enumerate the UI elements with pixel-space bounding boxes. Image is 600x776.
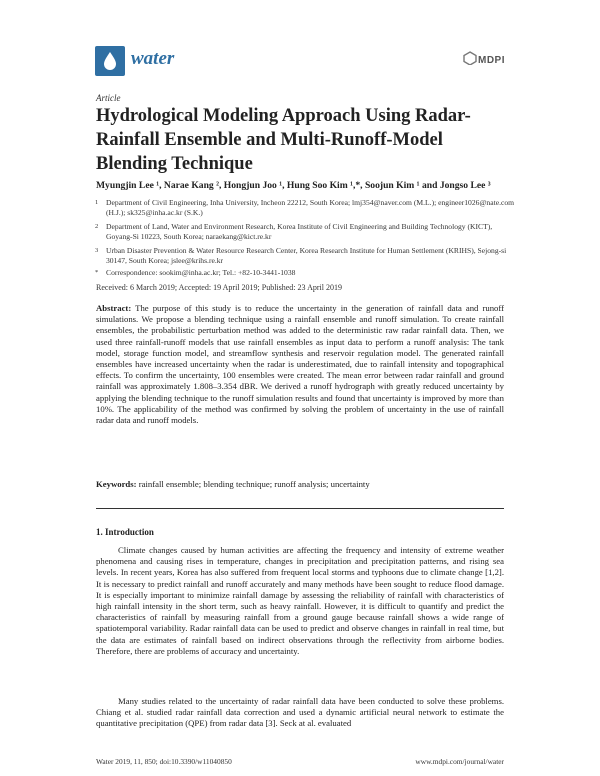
publication-dates: Received: 6 March 2019; Accepted: 19 April 2019; Published: 23 April 2019	[96, 283, 342, 292]
intro-paragraph-2: Many studies related to the uncertainty of radar rainfall data have been conducted to solve these problems. Chiang et al. studied radar rainfall data correction and used a dynamic artificial neural network to estimate the quantitative precipitation (QPE) from radar data [3]. Seck at al. evaluated	[96, 696, 504, 729]
affiliation-number: 3	[95, 247, 99, 254]
affiliation-number: 1	[95, 199, 99, 206]
publisher-name: MDPI	[478, 55, 505, 66]
affiliation-3	[95, 246, 516, 267]
affiliation-number: *	[95, 269, 99, 276]
author-list: Myungjin Lee ¹, Narae Kang ², Hongjun Joo ¹, Hung Soo Kim ¹,*, Soojun Kim ¹ and Jongso Lee ³	[96, 180, 491, 191]
section-divider	[96, 508, 504, 509]
journal-logo	[95, 46, 125, 76]
journal-name: water	[131, 48, 175, 69]
keywords	[96, 479, 504, 490]
keywords-label: Keywords:	[96, 479, 137, 489]
affiliation-2	[95, 222, 516, 243]
intro-paragraph-1: Climate changes caused by human activities are affecting the frequency and intensity of extreme weather phenomena and causing rises in temperature, changes in precipitation and precipitation patterns, and rising sea levels. In recent years, Korea has also suffered from frequent local storms and typhoons due to climate change [1,2]. It is necessary to predict rainfall and runoff accurately and many methods have been sought to reduce flood damage. It is especially important to minimize rainfall damage by assessing the reliability of rainfall with characteristics of high rainfall intensity in the short term, such as heavy rainfall. However, it is difficult to quantify and predict the characteristics of rainfall by measuring rainfall from a ground gauge because rainfall shows a wide range of spatiotemporal variability. Radar rainfall data can be used to predict and observe changes in rainfall in real time, but the data are estimates of rainfall based on indirect observations through the reflectivity from airborne bodies. Therefore, there are problems of accuracy and uncertainty.	[96, 545, 504, 656]
affiliation-number: 2	[95, 223, 99, 230]
keywords-text: rainfall ensemble; blending technique; runoff analysis; uncertainty	[138, 479, 370, 489]
section-heading: 1. Introduction	[96, 527, 154, 537]
affiliation-text: Correspondence: sookim@inha.ac.kr; Tel.: +82-10-3441-1038	[106, 268, 296, 277]
mdpi-logo-icon	[463, 51, 477, 65]
paper-title: Hydrological Modeling Approach Using Radar-Rainfall Ensemble and Multi-Runoff-Model Blending Technique	[96, 106, 471, 174]
abstract-label: Abstract:	[96, 303, 132, 313]
footer-url[interactable]: www.mdpi.com/journal/water	[415, 757, 504, 766]
affiliation-1	[95, 198, 516, 219]
article-type: Article	[96, 93, 121, 103]
abstract	[96, 303, 504, 426]
affiliation-text: Department of Land, Water and Environment Research, Korea Institute of Civil Engineering and Building Technology (KICT), Goyang-Si 10223, South Korea; naraekang@kict.re.kr	[106, 222, 493, 242]
water-drop-icon	[95, 46, 125, 76]
affiliation-text: Department of Civil Engineering, Inha University, Incheon 22212, South Korea; lmj354@naver.com (M.L.); engineer1026@nate.com (H.J.); sk325@inha.ac.kr (S.K.)	[106, 198, 515, 218]
correspondence	[95, 268, 516, 278]
footer-citation: Water 2019, 11, 850; doi:10.3390/w11040850	[96, 757, 232, 766]
affiliation-text: Urban Disaster Prevention & Water Resource Research Center, Korea Research Institute for Human Settlement (KRIHS), Sejong-si 30147, South Korea; jslee@krihs.re.kr	[106, 246, 507, 266]
abstract-text: The purpose of this study is to reduce the uncertainty in the generation of rainfall data and runoff simulations. We propose a blending technique using a rainfall ensemble and runoff simulation. To create rainfall ensembles, the probabilistic perturbation method was added to the deterministic raw radar rainfall data. Then, we used three rainfall-runoff models that use rainfall ensembles as input data to perform a runoff analysis: The tank model, storage function model, and streamflow synthesis and reservoir regulation model. The generated rainfall ensembles have increased uncertainty when the radar is underestimated, due to rainfall intensity and topographical effects. To confirm the uncertainty, 100 ensembles were created. The mean error between radar rainfall and ground rainfall was approximately 1.808–3.354 dBR. We derived a runoff hydrograph with greatly reduced uncertainty by applying the blending technique to the runoff simulation results and found that uncertainty is improved by more than 10%. The applicability of the method was confirmed by solving the problem of uncertainty in the use of rainfall radar data and runoff models.	[96, 303, 505, 426]
